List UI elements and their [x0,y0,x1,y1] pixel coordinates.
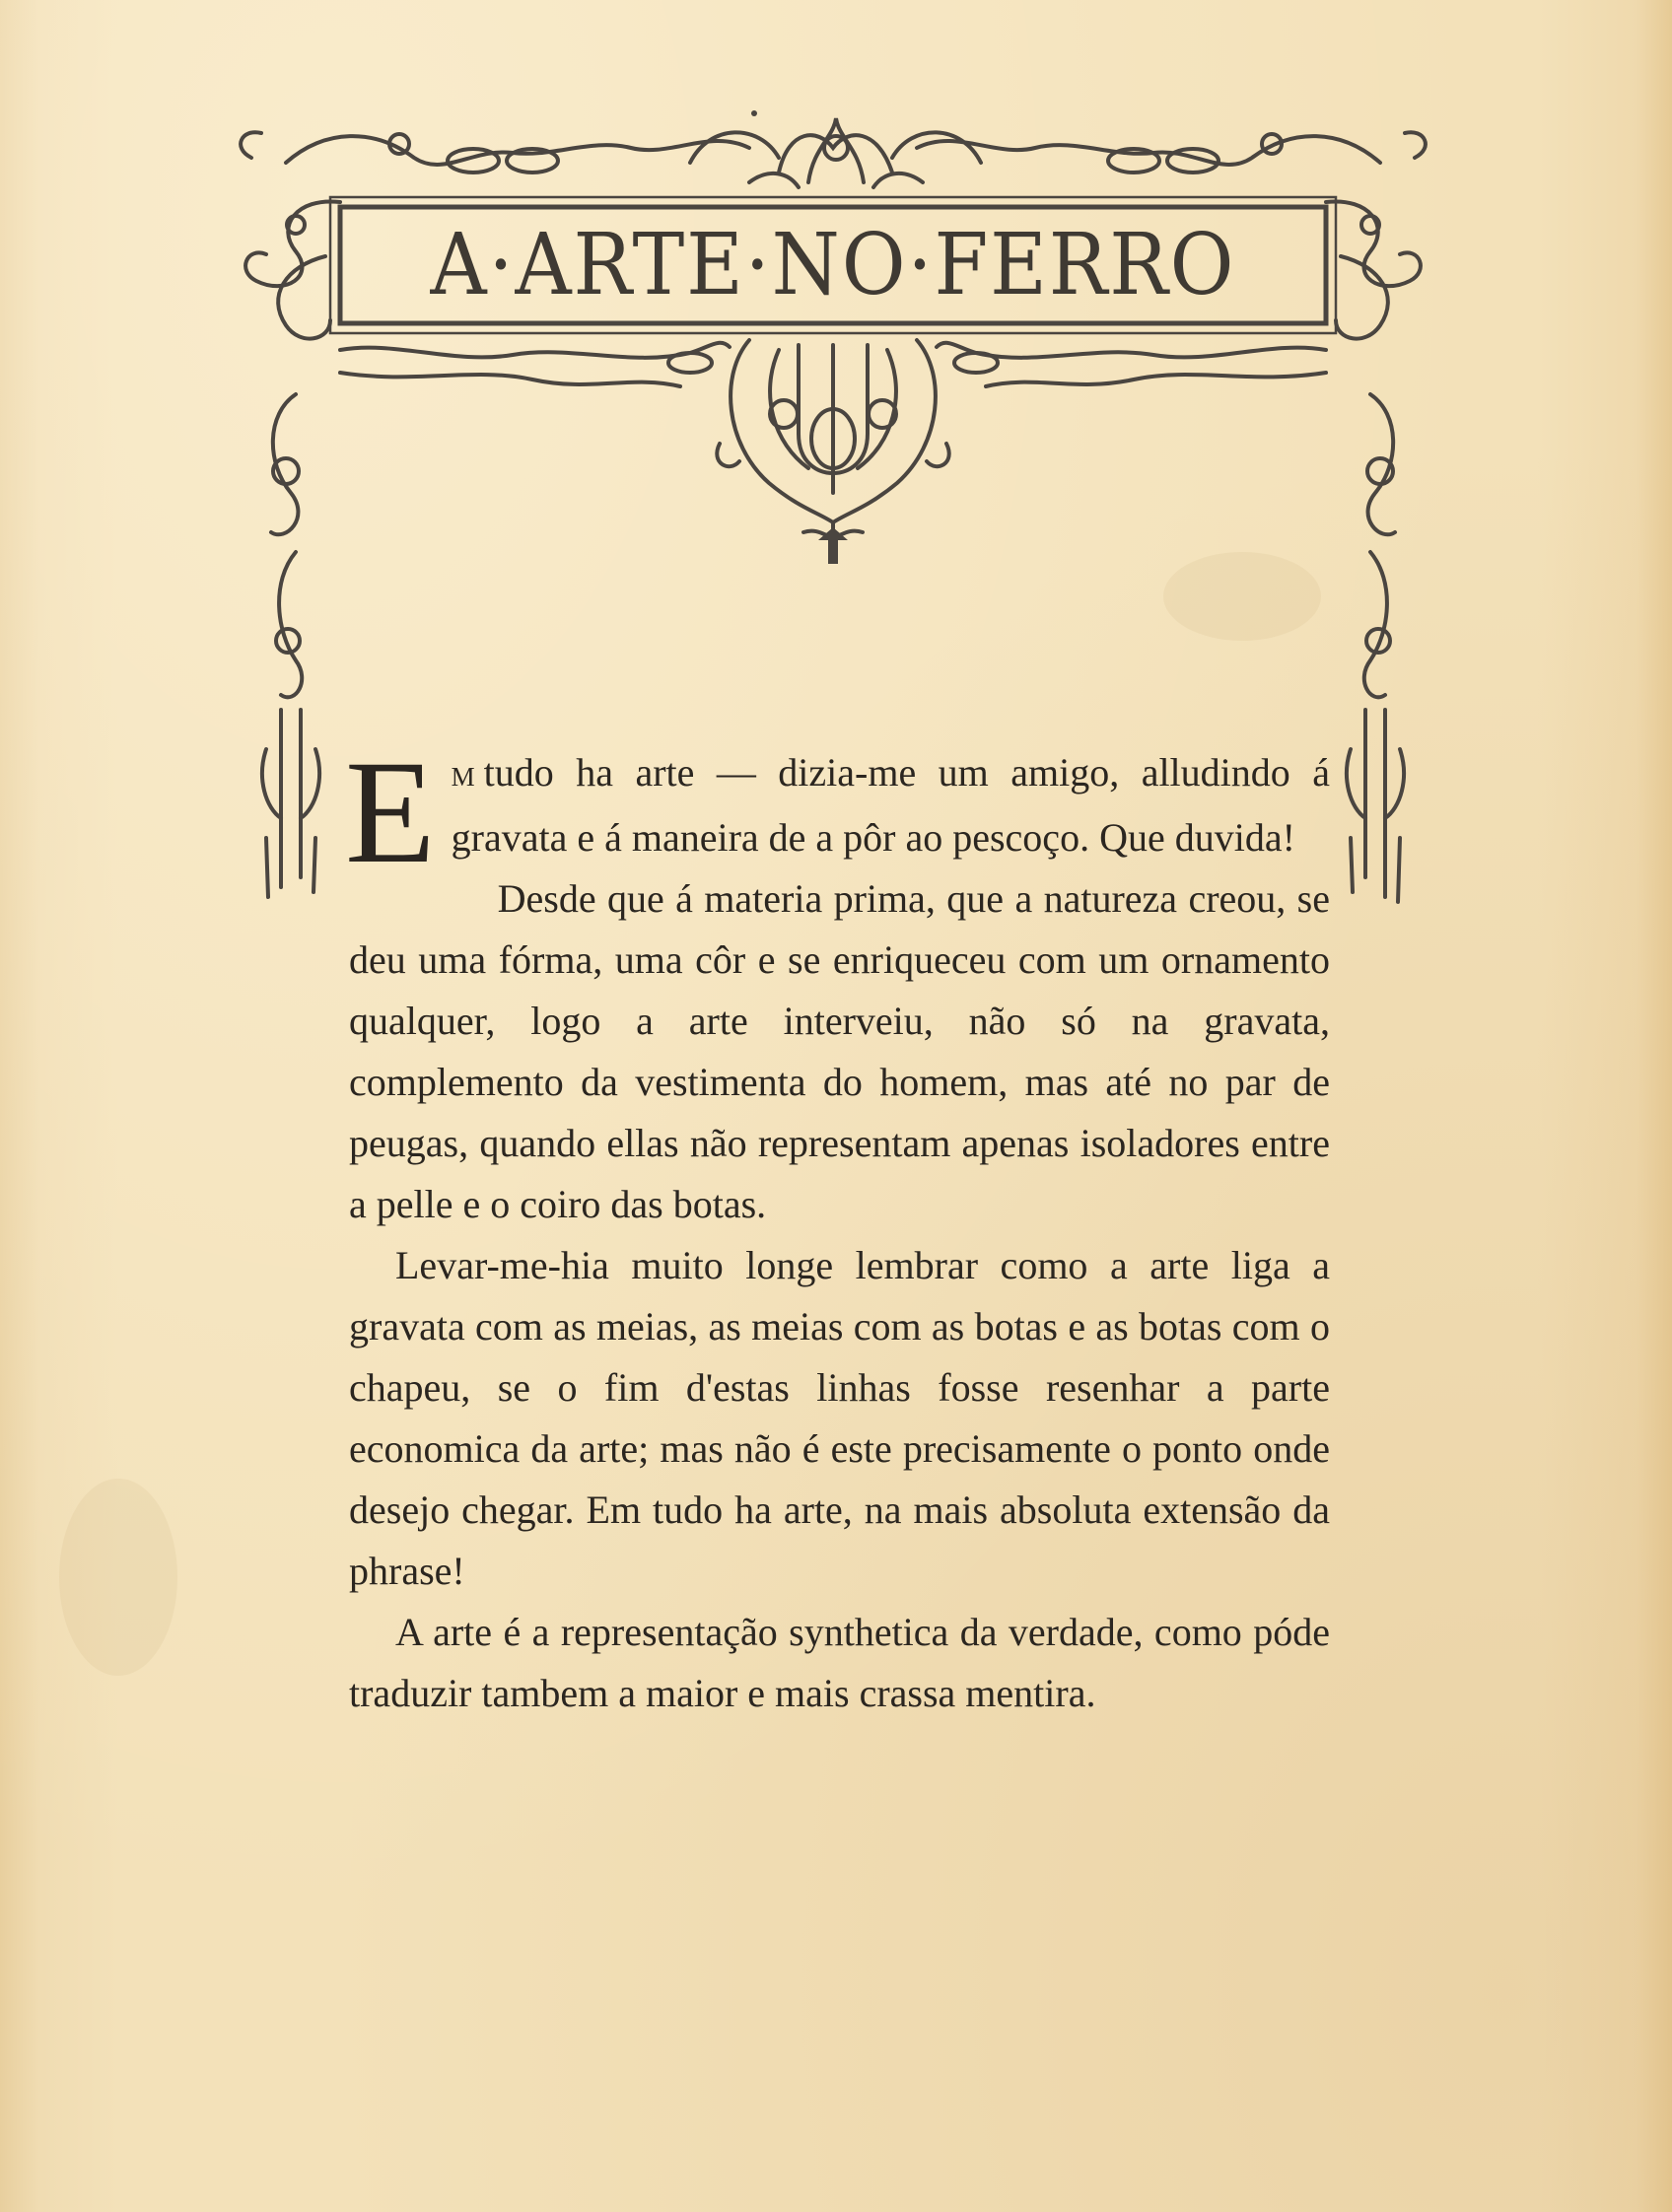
body-text [345,730,1330,1724]
title-frame [340,207,1326,323]
paragraph-4: A arte é a representação synthetica da verdade, como póde traduzir tambem a maior e mais crassa mentira. [349,1610,1330,1715]
page-title: A·ARTE·NO·FERRO [430,216,1236,314]
paragraph-1-text: tudo ha arte — dizia-me um amigo, alludindo á gravata e á maneira de a pôr ao pescoço. Que duvida! [451,750,1330,860]
paper-stain [59,1479,177,1676]
paragraph-1 [345,730,1330,894]
paragraph-3: Levar-me-hia muito longe lembrar como a arte liga a gravata com as meias, as meias com as botas e as botas com o chapeu, se o fim d'estas linhas fosse resenhar a parte economica da arte; mas não é este precisamente o ponto onde desejo chegar. Em tudo ha arte, na mais absoluta extensão da phrase! [349,1243,1330,1593]
drop-cap: E [345,730,436,894]
first-word-rest: M [451,762,476,792]
paragraph-2: Desde que á materia prima, que a natureza creou, se deu uma fórma, uma côr e se enriqueceu com um ornamento qualquer, logo a arte interveiu, não só na gravata, complemento da vestimenta do homem, mas até no par de peugas, quando ellas não representam apenas isoladores entre a pelle e o coiro das botas. [349,876,1330,1226]
